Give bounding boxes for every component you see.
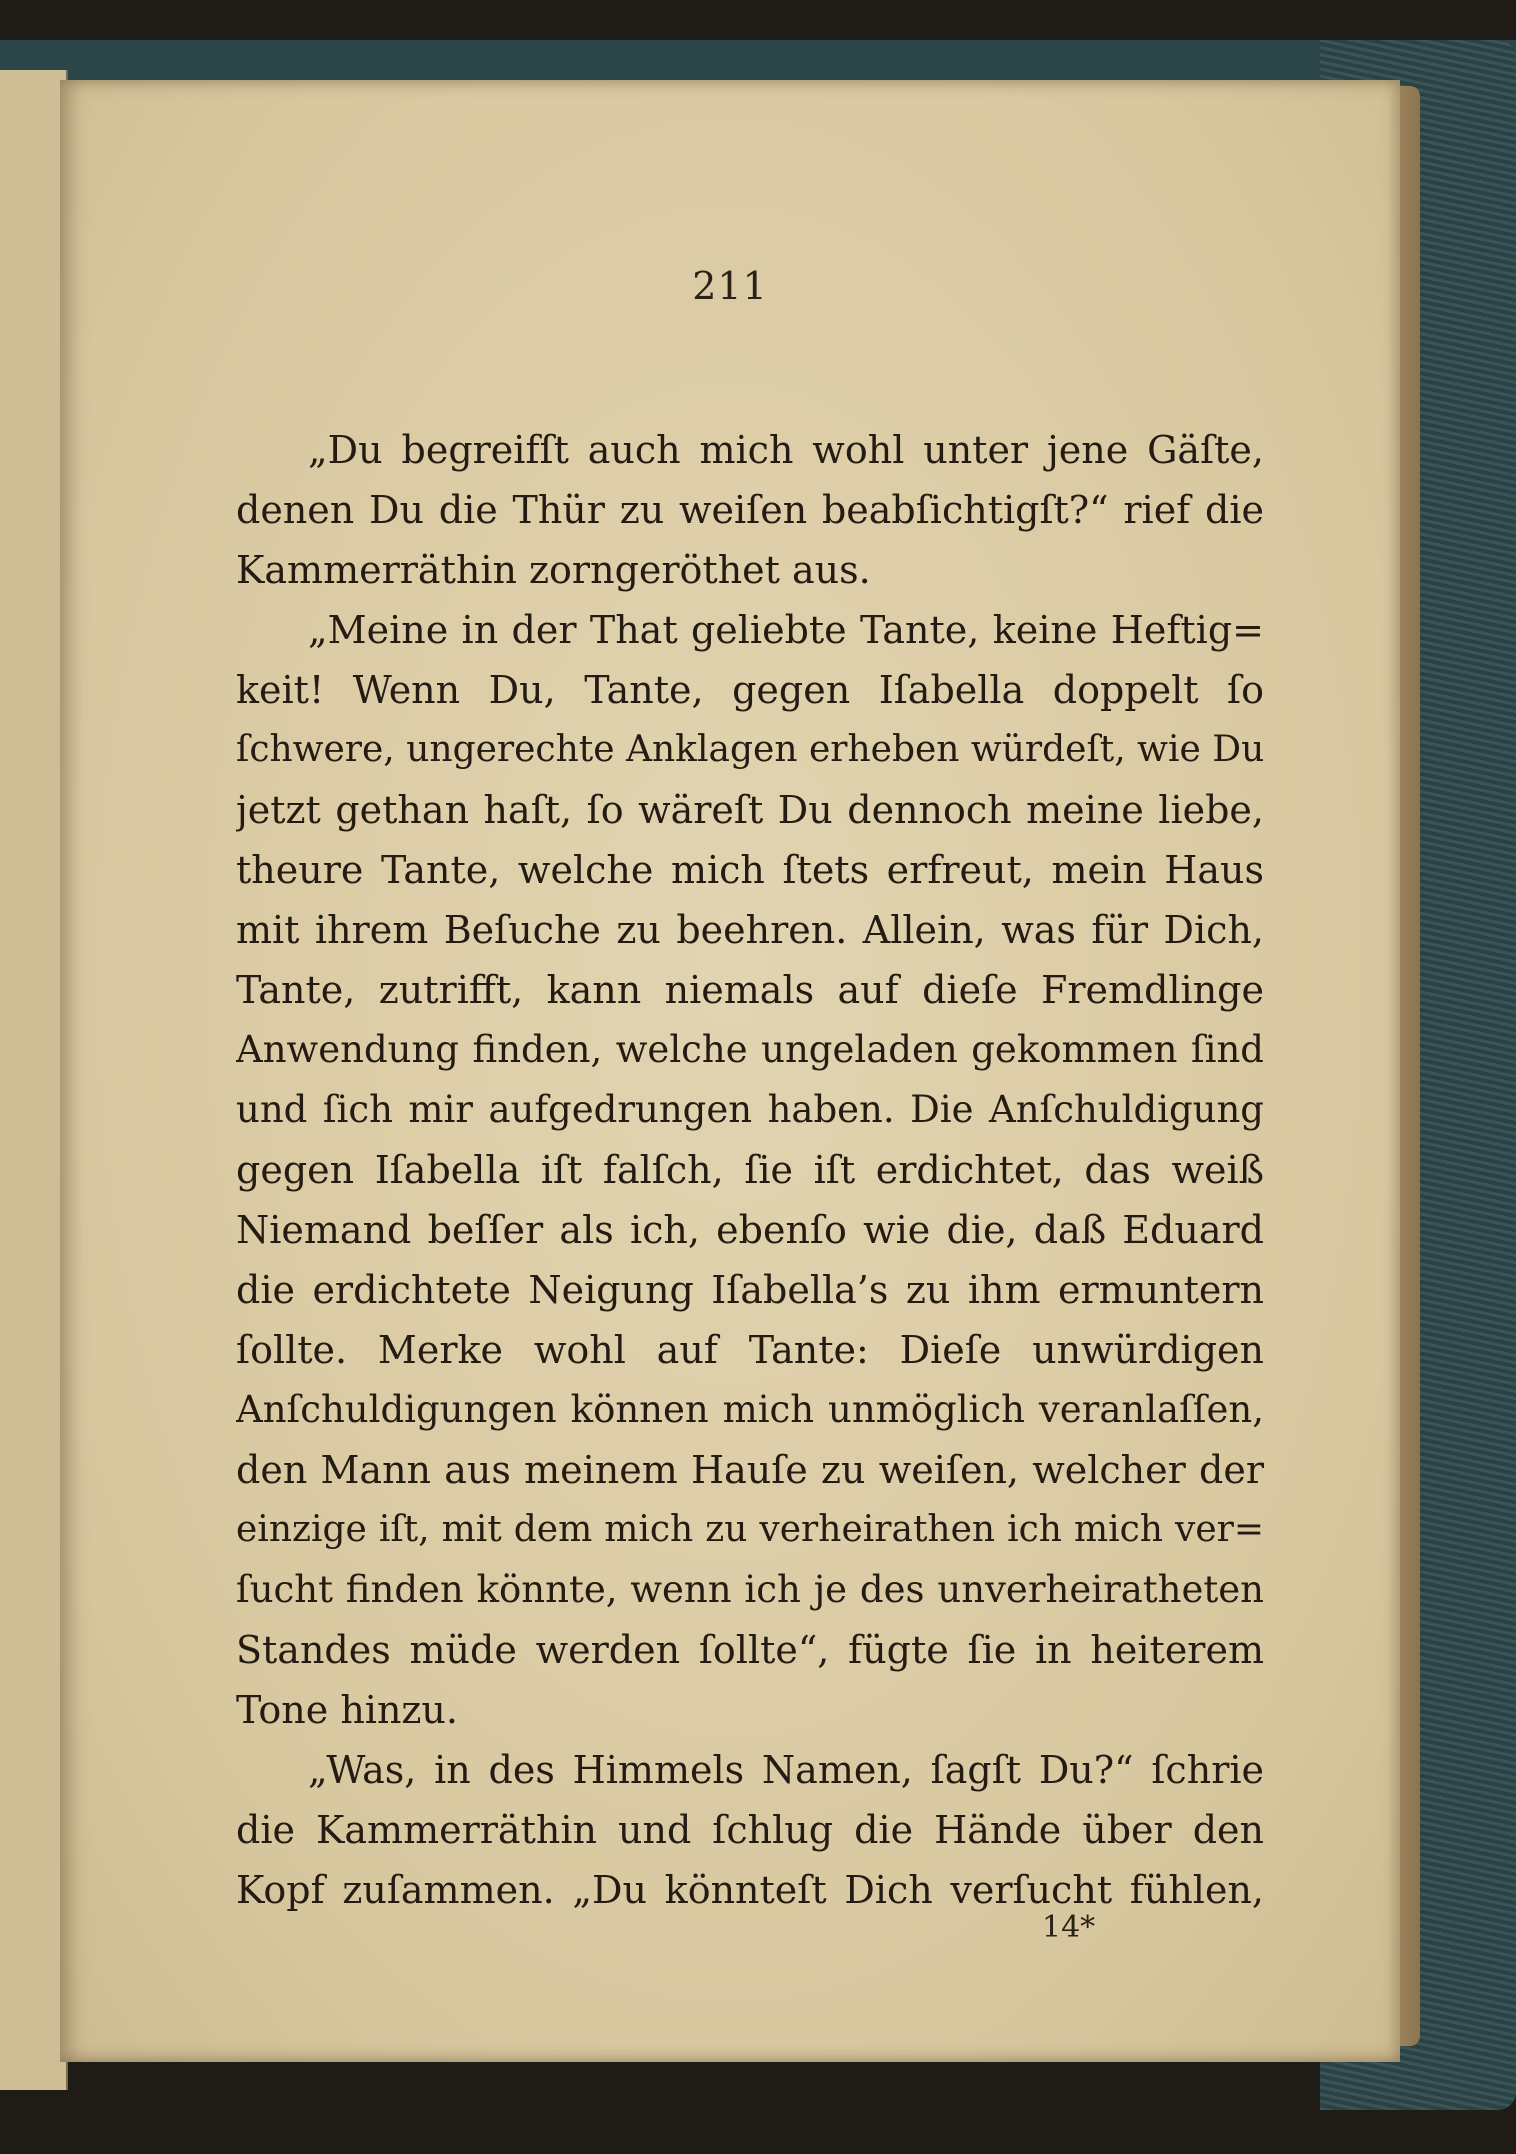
text-line: einzige iſt, mit dem mich zu verheirathen ich mich ver= <box>236 1509 1264 1550</box>
text-line: ſchwere, ungerechte Anklagen erheben würdeſt, wie Du <box>236 729 1264 770</box>
text-line: Anſchuldigungen können mich unmöglich veranlaſſen, <box>236 1388 1264 1431</box>
text-line: die Kammerräthin und ſchlug die Hände über den <box>236 1808 1264 1852</box>
text-line: Tante, zutrifft, kann niemals auf dieſe Fremdlinge <box>236 968 1264 1012</box>
text-line: theure Tante, welche mich ſtets erfreut, mein Haus <box>236 848 1264 892</box>
signature-mark: 14* <box>1042 1910 1096 1945</box>
book-cover-top-edge <box>0 40 1516 84</box>
text-line: jetzt gethan haſt, ſo wäreſt Du dennoch meine liebe, <box>236 788 1264 832</box>
text-line: Kopf zuſammen. „Du könnteſt Dich verſucht fühlen, <box>236 1868 1264 1912</box>
text-line: Anwendung finden, welche ungeladen gekommen ſind <box>236 1028 1264 1071</box>
text-line: und ſich mir aufgedrungen haben. Die Anſchuldigung <box>236 1088 1264 1131</box>
text-line: „Du begreifſt auch mich wohl unter jene Gäſte, <box>308 428 1264 472</box>
text-line: Tone hinzu. <box>236 1688 458 1732</box>
text-line: den Mann aus meinem Hauſe zu weiſen, welcher der <box>236 1448 1264 1492</box>
text-line: „Meine in der That geliebte Tante, keine Heftig= <box>308 608 1264 652</box>
text-line: „Was, in des Himmels Namen, ſagſt Du?“ ſchrie <box>308 1748 1264 1792</box>
text-line: keit! Wenn Du, Tante, gegen Iſabella doppelt ſo <box>236 668 1264 712</box>
text-line: Kammerräthin zorngeröthet aus. <box>236 548 871 592</box>
text-line: ſollte. Merke wohl auf Tante: Dieſe unwürdigen <box>236 1328 1264 1372</box>
book-page <box>60 80 1400 2062</box>
text-line: Niemand beſſer als ich, ebenſo wie die, daß Eduard <box>236 1208 1264 1252</box>
text-line: die erdichtete Neigung Iſabella’s zu ihm ermuntern <box>236 1268 1264 1312</box>
text-line: Standes müde werden ſollte“, fügte ſie in heiterem <box>236 1628 1264 1672</box>
text-line: denen Du die Thür zu weiſen beabſichtigſt?“ rief die <box>236 488 1264 532</box>
previous-page-edge <box>0 70 68 2090</box>
text-line: mit ihrem Beſuche zu beehren. Allein, was für Dich, <box>236 908 1264 952</box>
body-text <box>236 420 1264 1920</box>
text-line: ſucht finden könnte, wenn ich je des unverheiratheten <box>236 1568 1264 1611</box>
text-line: gegen Iſabella iſt falſch, ſie iſt erdichtet, das weiß <box>236 1148 1264 1192</box>
page-number: 211 <box>692 264 768 308</box>
